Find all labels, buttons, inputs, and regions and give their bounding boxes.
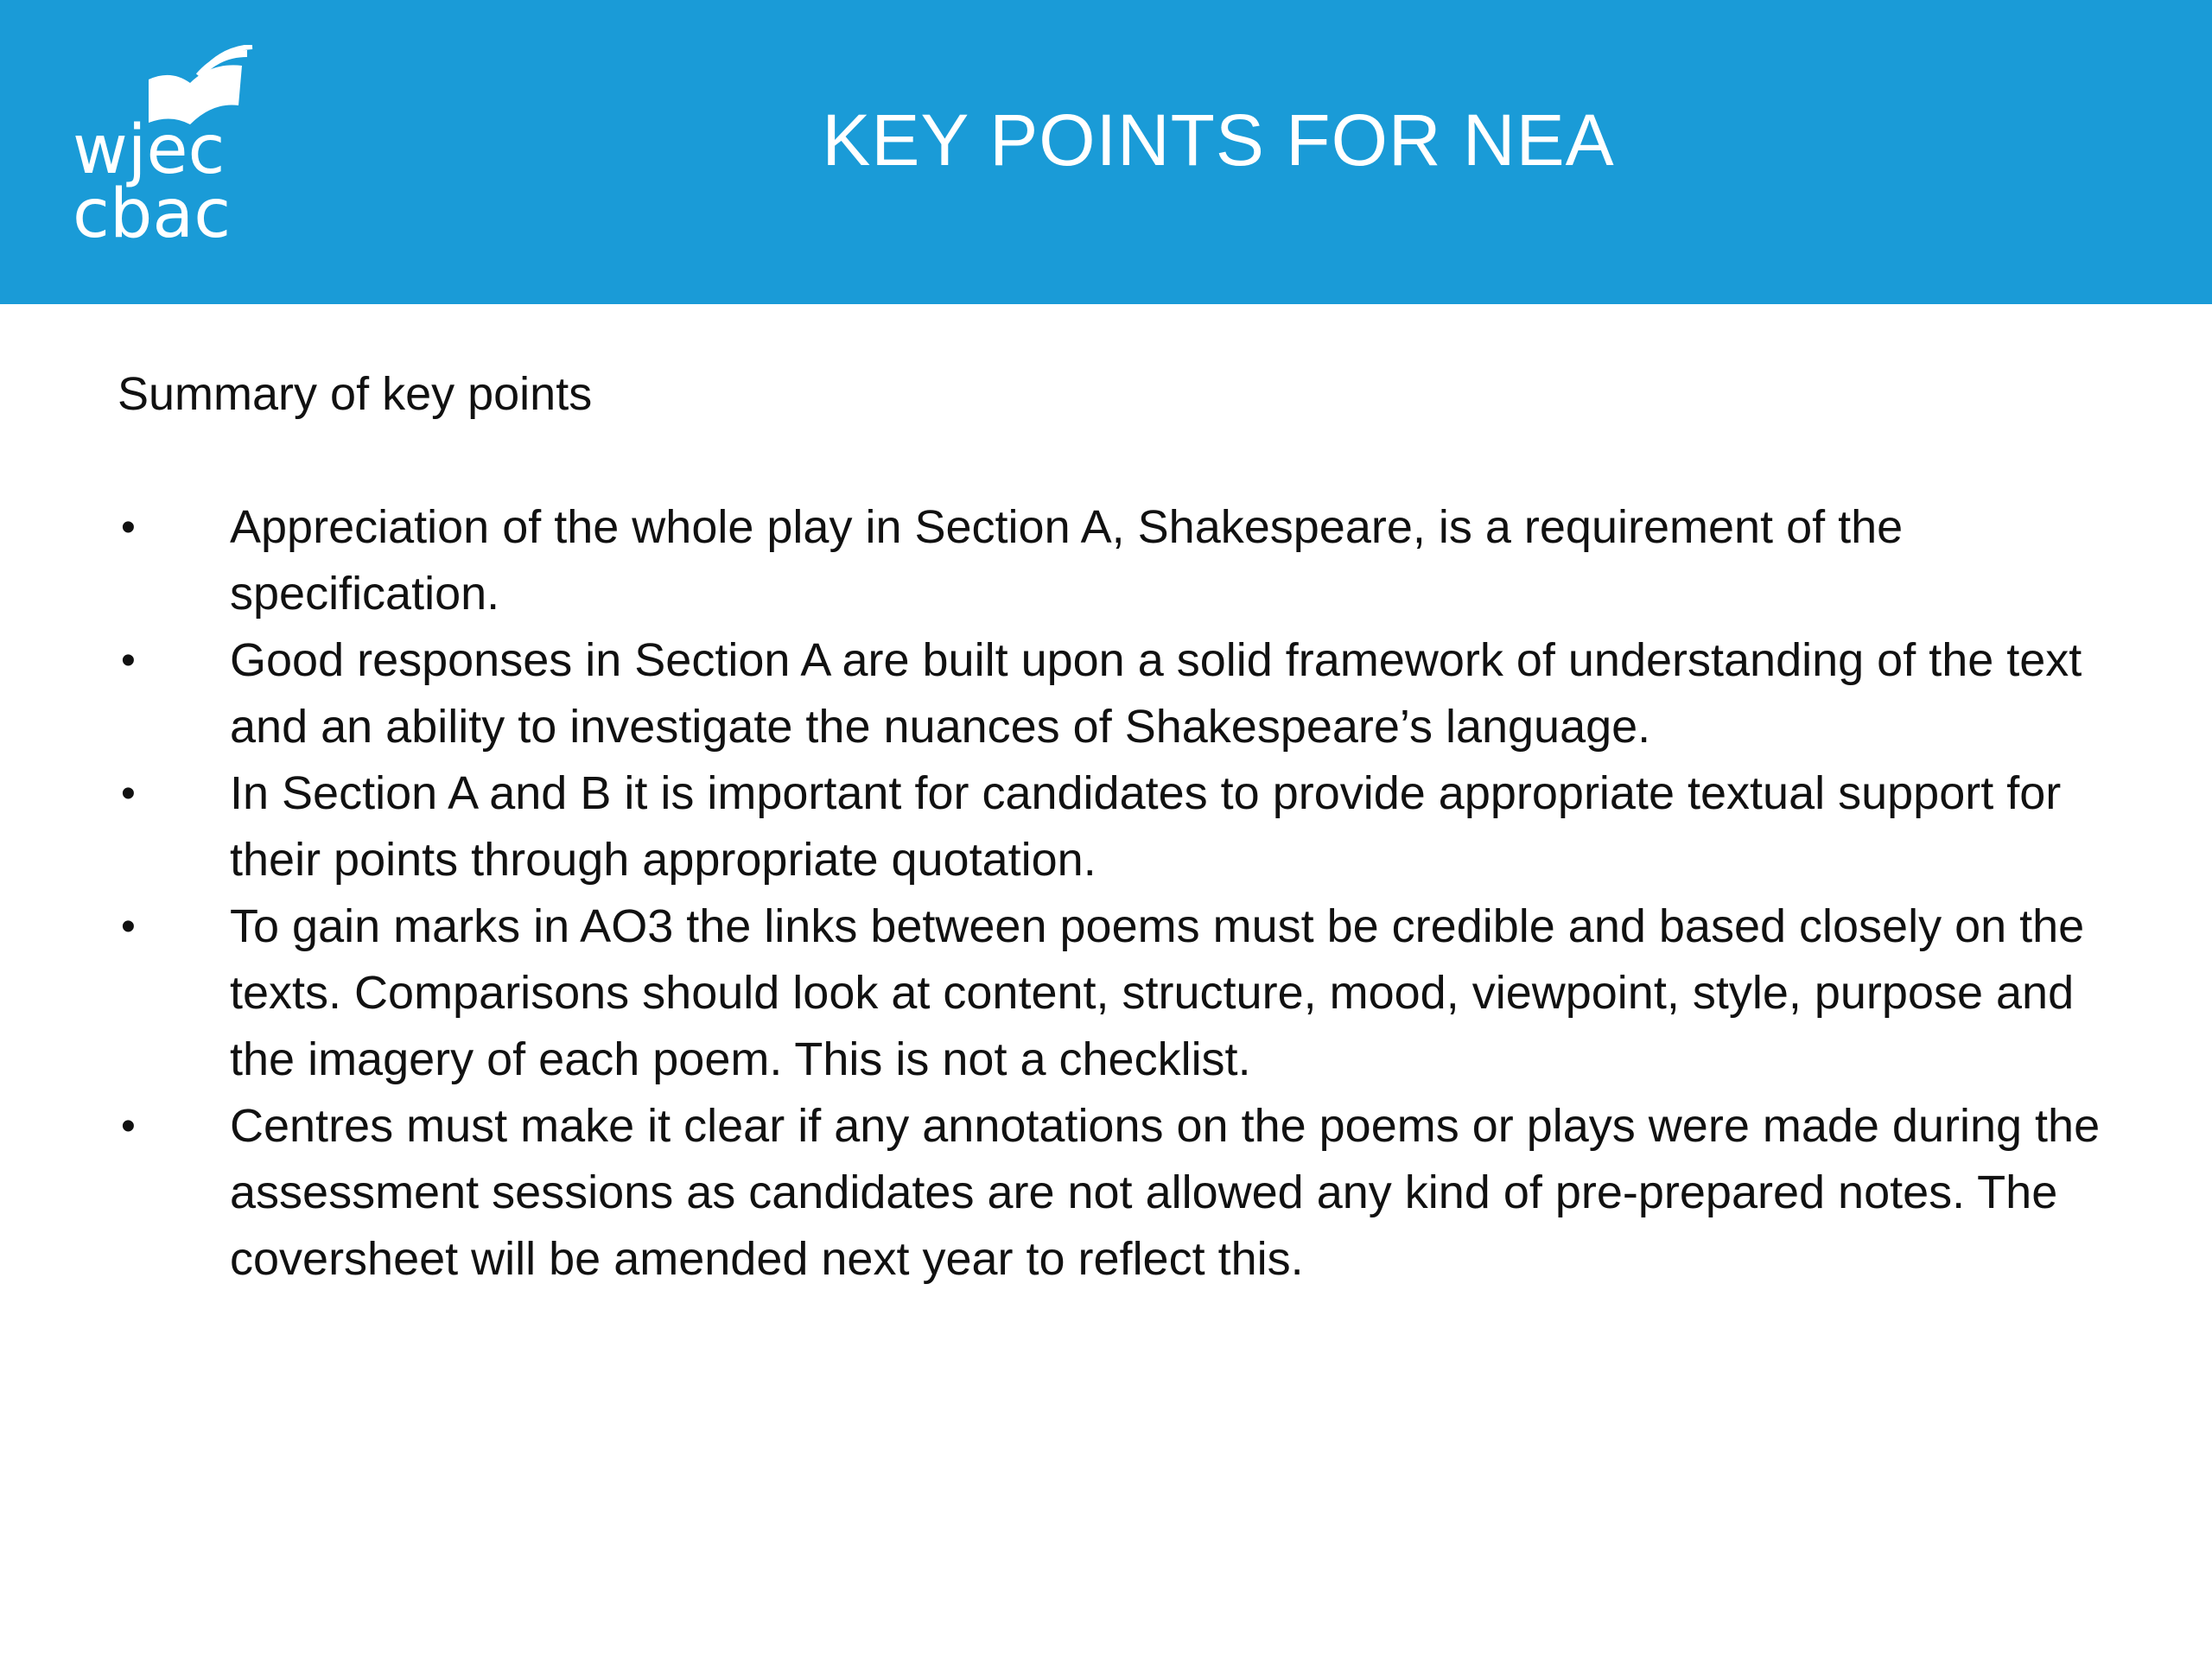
bullet-item xyxy=(118,760,2148,893)
book-logo-icon xyxy=(69,45,276,252)
bullet-item xyxy=(118,627,2148,760)
bullet-icon: • xyxy=(121,638,136,683)
wjec-cbac-logo xyxy=(69,45,276,252)
logo-text-wjec: wjec xyxy=(73,111,226,189)
bullet-icon: • xyxy=(121,505,136,550)
bullet-text: Appreciation of the whole play in Section A, Shakespeare, is a requirement of the specification. xyxy=(230,501,1904,620)
bullet-text: To gain marks in AO3 the links between poems must be credible and based closely on the texts. Comparisons should look at content, structure, mood, viewpoint, style, purpose and the imagery of each poem. This is not a checklist. xyxy=(230,900,2085,1085)
header-banner xyxy=(0,0,2212,304)
bullet-icon: • xyxy=(121,1103,136,1149)
bullet-item xyxy=(118,1093,2148,1293)
bullet-text: Good responses in Section A are built upon a solid framework of understanding of the text and an ability to investigate the nuances of Shakespeare’s language. xyxy=(230,634,2082,753)
bullet-item xyxy=(118,893,2148,1093)
content-area xyxy=(118,363,2148,1293)
bullet-item xyxy=(118,494,2148,627)
page-title: KEY POINTS FOR NEA xyxy=(822,99,1615,181)
section-subtitle: Summary of key points xyxy=(118,368,593,420)
bullet-icon: • xyxy=(121,904,136,950)
bullet-icon: • xyxy=(121,771,136,817)
bullet-text: In Section A and B it is important for candidates to provide appropriate textual support for their points through appropriate quotation. xyxy=(230,767,2062,886)
bullet-text: Centres must make it clear if any annotations on the poems or plays were made during the assessment sessions as candidates are not allowed any kind of pre-prepared notes. The coversheet will be amended next year to reflect this. xyxy=(230,1100,2101,1285)
key-points-list xyxy=(118,494,2148,1293)
logo-text-cbac: cbac xyxy=(73,175,232,252)
